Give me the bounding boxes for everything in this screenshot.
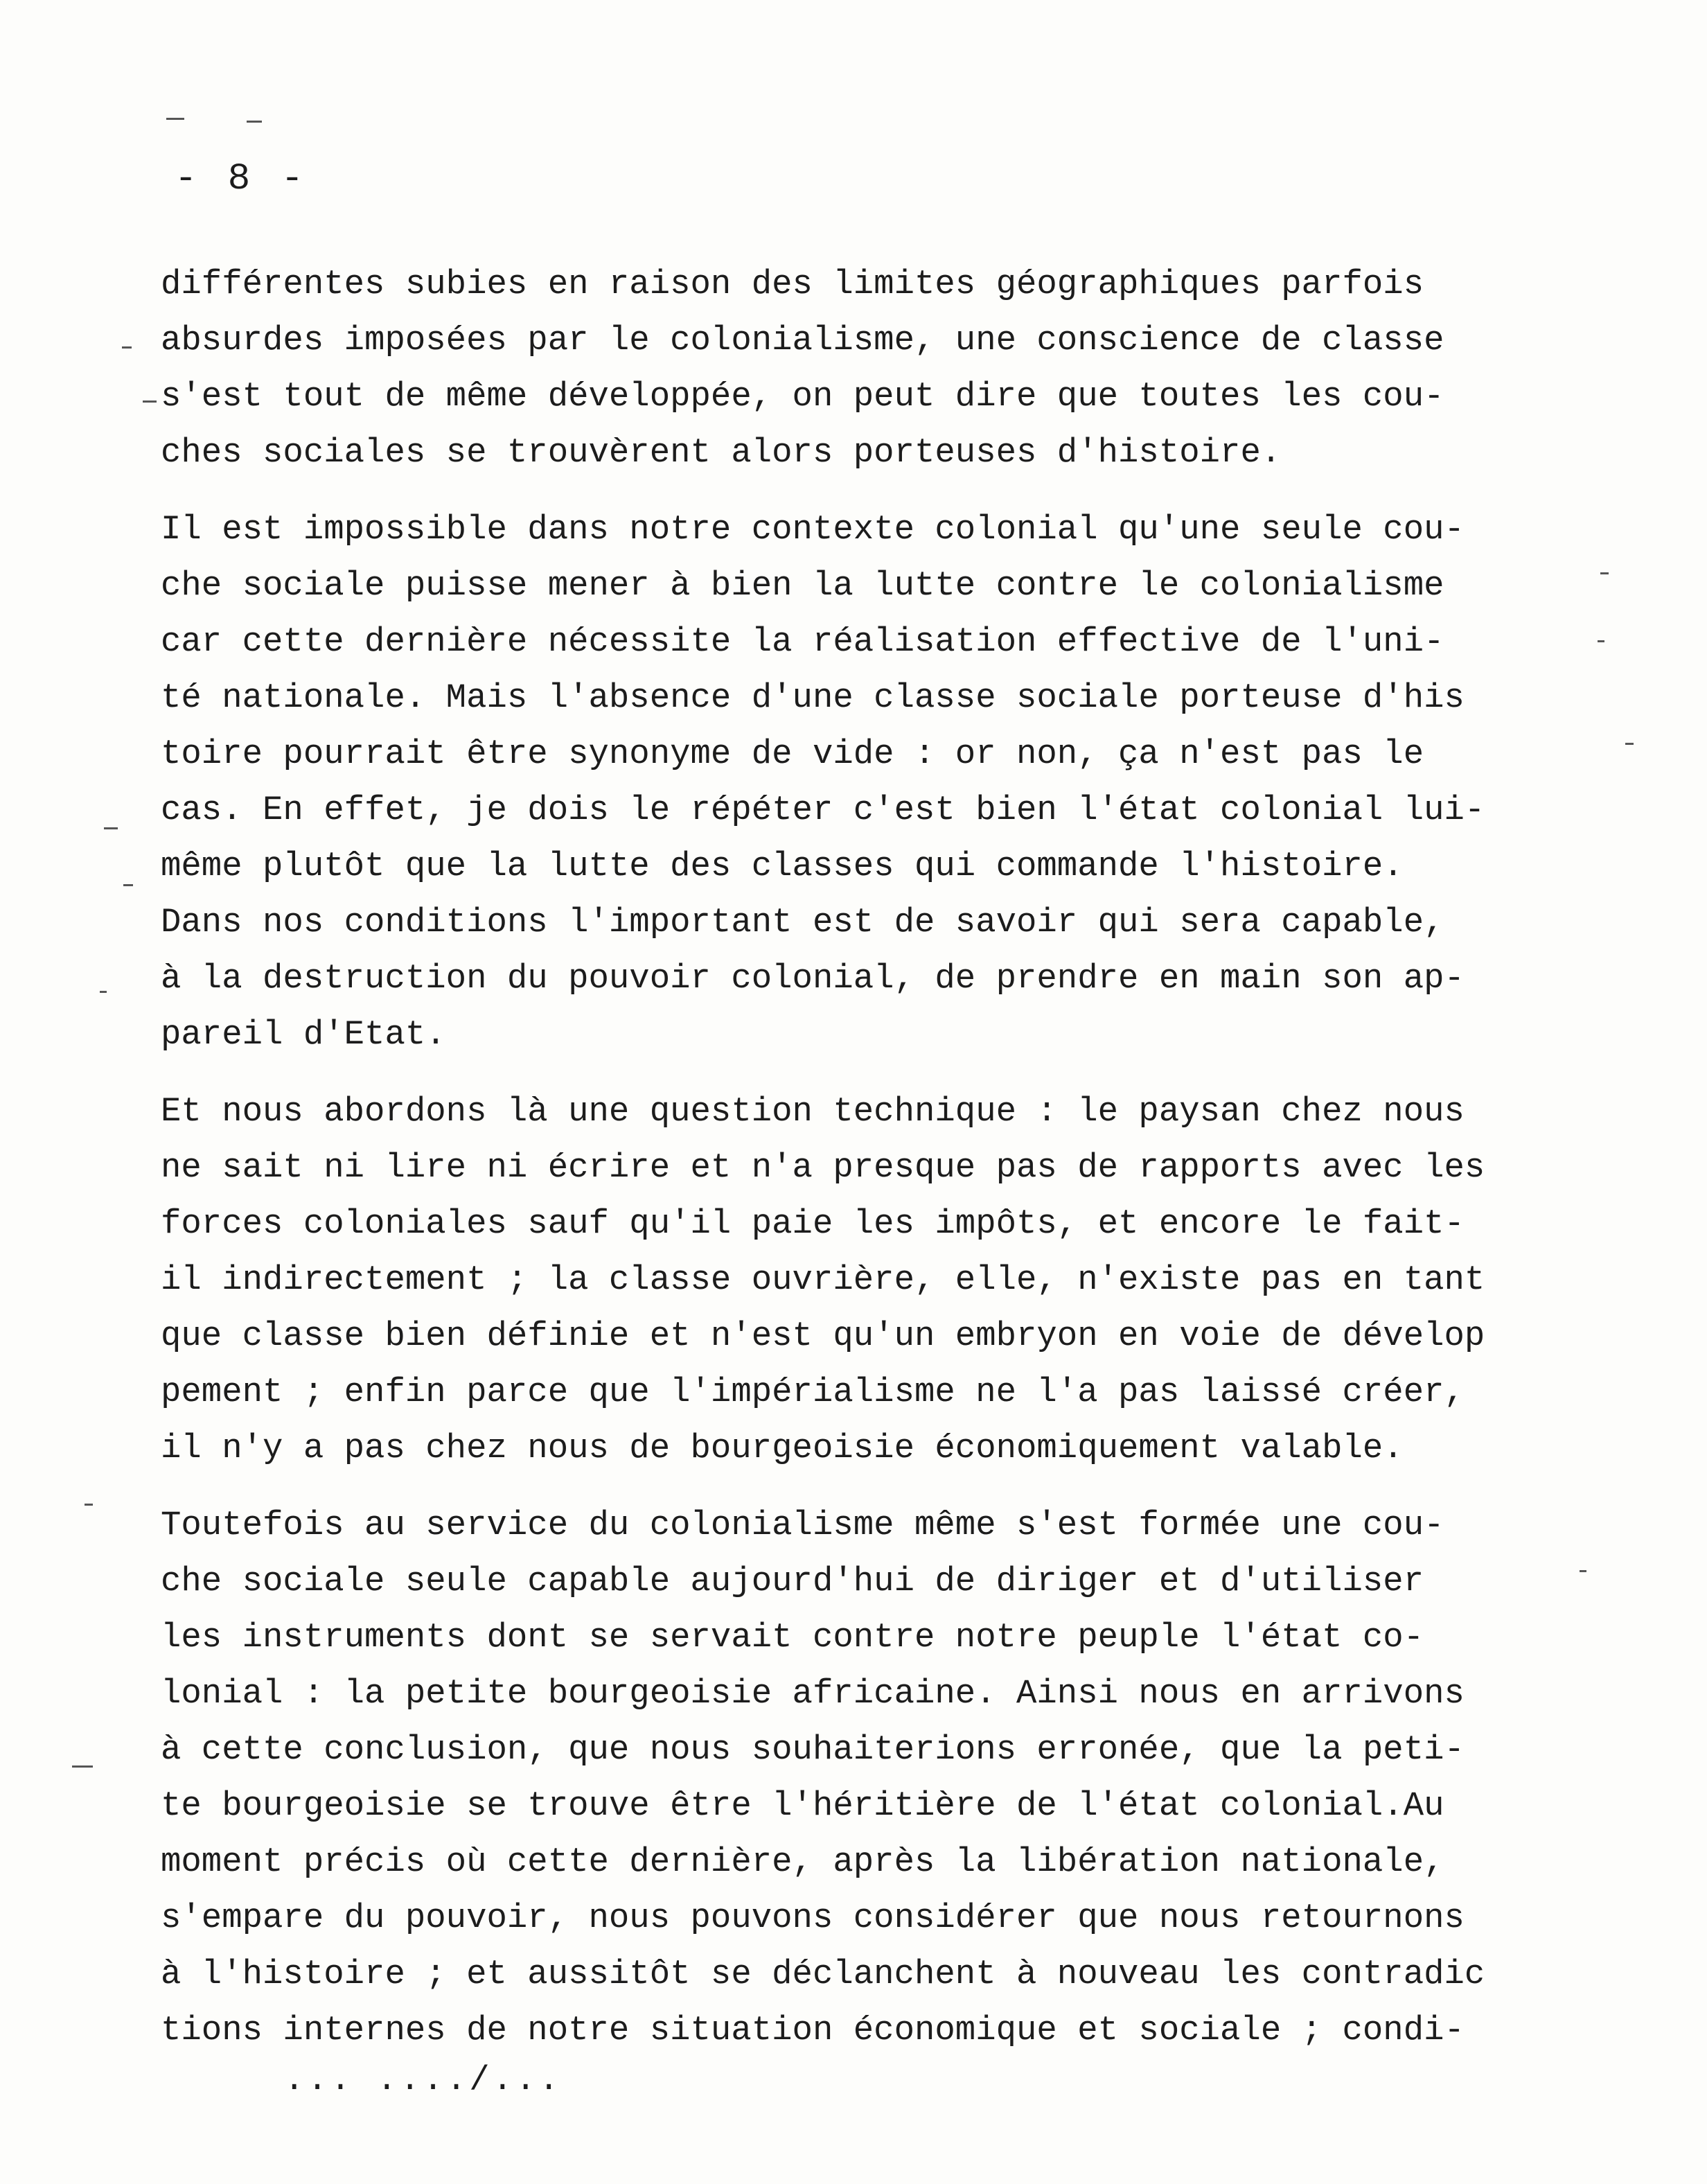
text-line: te bourgeoisie se trouve être l'héritière de l'état colonial.Au	[161, 1786, 1444, 1825]
text-line: té nationale. Mais l'absence d'une classe sociale porteuse d'his	[161, 678, 1465, 717]
text-line: lonial : la petite bourgeoisie africaine. Ainsi nous en arrivons	[161, 1674, 1465, 1713]
text-line: pement ; enfin parce que l'impérialisme ne l'a pas laissé créer,	[161, 1373, 1465, 1411]
margin-mark	[123, 884, 133, 886]
margin-mark	[1580, 1570, 1586, 1572]
margin-mark	[143, 400, 157, 403]
text-line: Il est impossible dans notre contexte colonial qu'une seule cou-	[161, 510, 1465, 549]
text-line: car cette dernière nécessite la réalisation effective de l'uni-	[161, 622, 1444, 661]
text-line: à cette conclusion, que nous souhaiterions erronée, que la peti-	[161, 1730, 1465, 1769]
scan-mark-top-left	[166, 118, 184, 120]
text-line: Et nous abordons là une question technique : le paysan chez nous	[161, 1092, 1465, 1131]
page-number: - 8 -	[175, 158, 308, 200]
text-line: ne sait ni lire ni écrire et n'a presque pas de rapports avec les	[161, 1148, 1485, 1187]
text-line: Toutefois au service du colonialisme même s'est formée une cou-	[161, 1506, 1444, 1544]
text-line: les instruments dont se servait contre notre peuple l'état co-	[161, 1618, 1424, 1657]
text-line: que classe bien définie et n'est qu'un embryon en voie de dévelop	[161, 1316, 1485, 1355]
paragraph-3	[161, 1084, 1532, 1477]
text-line: s'est tout de même développée, on peut dire que toutes les cou-	[161, 377, 1444, 416]
scan-mark-top	[247, 121, 262, 123]
text-line: à l'histoire ; et aussitôt se déclanchent à nouveau les contradic	[161, 1955, 1485, 1993]
paragraph-2	[161, 502, 1532, 1063]
body-text	[161, 256, 1532, 2079]
margin-mark	[104, 827, 118, 829]
continuation-marker: ... ..../...	[284, 2061, 562, 2099]
margin-mark	[100, 991, 107, 993]
paragraph-4	[161, 1497, 1532, 2059]
margin-mark	[85, 1504, 93, 1506]
text-line: forces coloniales sauf qu'il paie les impôts, et encore le fait-	[161, 1204, 1465, 1243]
margin-mark	[1598, 640, 1604, 642]
text-line: à la destruction du pouvoir colonial, de prendre en main son ap-	[161, 959, 1465, 998]
text-line: moment précis où cette dernière, après la libération nationale,	[161, 1842, 1444, 1881]
text-line: tions internes de notre situation économique et sociale ; condi-	[161, 2011, 1465, 2050]
text-line: ches sociales se trouvèrent alors porteuses d'histoire.	[161, 433, 1282, 472]
text-line: che sociale seule capable aujourd'hui de diriger et d'utiliser	[161, 1562, 1424, 1601]
margin-mark	[72, 1765, 93, 1768]
text-line: pareil d'Etat.	[161, 1015, 446, 1054]
text-line: cas. En effet, je dois le répéter c'est bien l'état colonial lui-	[161, 791, 1485, 829]
text-line: s'empare du pouvoir, nous pouvons considérer que nous retournons	[161, 1899, 1465, 1937]
text-line: absurdes imposées par le colonialisme, une conscience de classe	[161, 321, 1444, 360]
text-line: même plutôt que la lutte des classes qui commande l'histoire.	[161, 847, 1404, 886]
paragraph-1	[161, 256, 1532, 481]
text-line: toire pourrait être synonyme de vide : or non, ça n'est pas le	[161, 734, 1424, 773]
margin-mark	[1600, 572, 1609, 574]
margin-mark	[122, 346, 132, 349]
margin-mark	[1625, 743, 1634, 745]
text-line: différentes subies en raison des limites géographiques parfois	[161, 265, 1424, 303]
text-line: che sociale puisse mener à bien la lutte contre le colonialisme	[161, 566, 1444, 605]
text-line: il indirectement ; la classe ouvrière, elle, n'existe pas en tant	[161, 1260, 1485, 1299]
text-line: il n'y a pas chez nous de bourgeoisie économiquement valable.	[161, 1429, 1404, 1468]
text-line: Dans nos conditions l'important est de savoir qui sera capable,	[161, 903, 1444, 942]
